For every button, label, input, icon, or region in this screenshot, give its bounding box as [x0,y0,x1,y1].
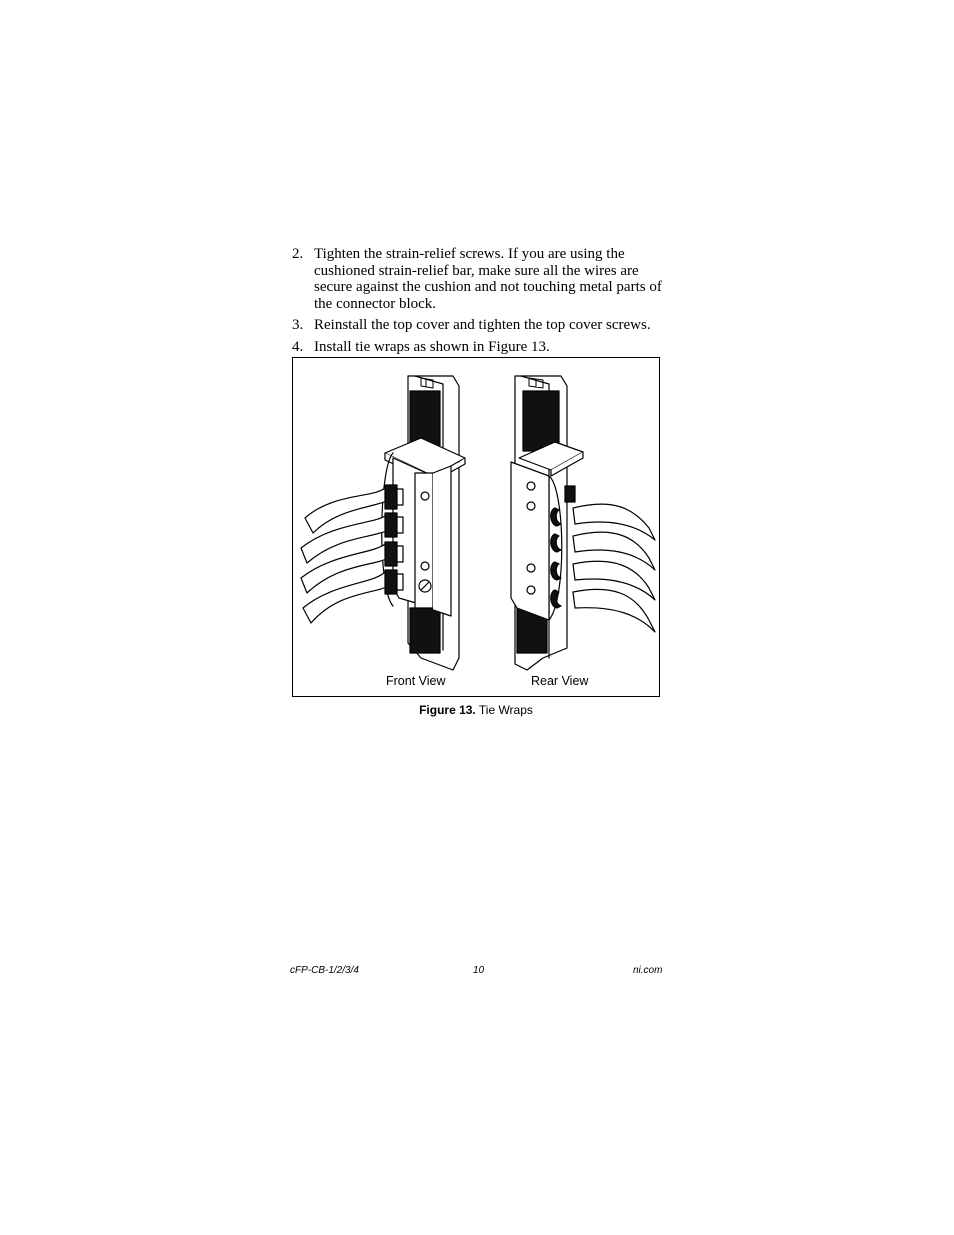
footer-website: ni.com [633,965,663,976]
front-view-label: Front View [386,674,446,688]
step-item [290,246,670,312]
front-view-drawing [301,376,465,670]
footer-page-number: 10 [473,965,485,976]
tie-wraps-illustration [293,358,661,698]
step-number: 3. [292,317,304,333]
step-text: Tighten the strain-relief screws. If you are using the cushioned strain-relief bar, make sure all the wires are secure against the cushion and not touching metal parts of the connector block. [314,246,662,312]
step-text: Install tie wraps as shown in Figure 13. [314,338,550,355]
step-text: Reinstall the top cover and tighten the top cover screws. [314,317,651,333]
footer-product: cFP-CB-1/2/3/4 [290,965,359,976]
step-item [290,317,670,334]
instruction-steps [290,246,670,360]
rear-view-drawing [511,376,655,670]
figure-frame [292,357,660,697]
step-item [290,339,670,356]
figure-number: Figure 13. [419,703,476,717]
step-number: 4. [292,338,304,355]
step-number: 2. [292,246,304,262]
rear-view-label: Rear View [531,674,589,688]
figure-title: Tie Wraps [478,703,533,717]
figure-caption [292,703,660,717]
